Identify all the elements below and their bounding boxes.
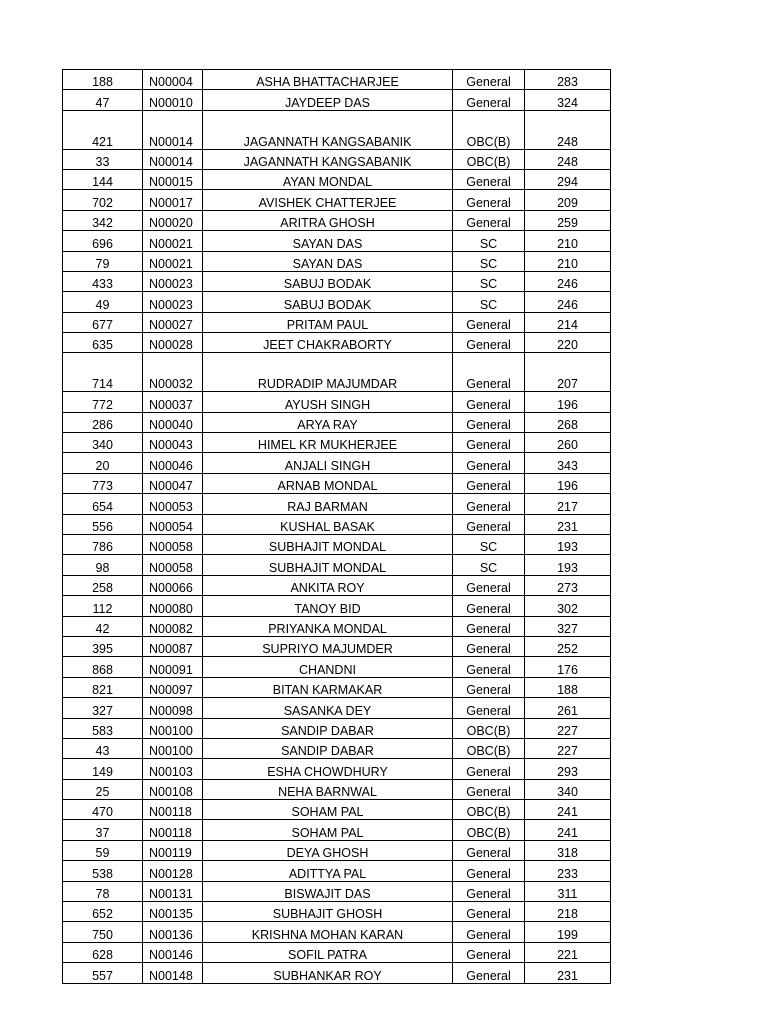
category-cell: General	[453, 922, 525, 942]
code-cell: N00146	[143, 942, 203, 962]
table-row	[63, 473, 611, 493]
name-cell: BISWAJIT DAS	[203, 881, 453, 901]
name-cell: JAGANNATH KANGSABANIK	[203, 149, 453, 169]
name-cell: SUPRIYO MAJUMDER	[203, 636, 453, 656]
table-row	[63, 902, 611, 922]
serial-cell: 821	[63, 677, 143, 697]
category-cell: General	[453, 881, 525, 901]
score-cell: 241	[525, 820, 611, 840]
table-row	[63, 271, 611, 291]
serial-cell: 112	[63, 596, 143, 616]
code-cell: N00091	[143, 657, 203, 677]
name-cell: SAYAN DAS	[203, 251, 453, 271]
name-cell: JAGANNATH KANGSABANIK	[203, 110, 453, 149]
name-cell: SUBHANKAR ROY	[203, 963, 453, 983]
serial-cell: 395	[63, 636, 143, 656]
name-cell: JAYDEEP DAS	[203, 90, 453, 110]
serial-cell: 144	[63, 169, 143, 189]
score-cell: 193	[525, 555, 611, 575]
serial-cell: 59	[63, 840, 143, 860]
serial-cell: 652	[63, 902, 143, 922]
category-cell: General	[453, 942, 525, 962]
code-cell: N00023	[143, 271, 203, 291]
name-cell: KUSHAL BASAK	[203, 514, 453, 534]
category-cell: General	[453, 473, 525, 493]
score-cell: 246	[525, 271, 611, 291]
code-cell: N00098	[143, 698, 203, 718]
table-row	[63, 210, 611, 230]
category-cell: General	[453, 861, 525, 881]
table-row	[63, 861, 611, 881]
score-cell: 227	[525, 738, 611, 758]
code-cell: N00037	[143, 392, 203, 412]
code-cell: N00021	[143, 251, 203, 271]
name-cell: AYUSH SINGH	[203, 392, 453, 412]
code-cell: N00100	[143, 738, 203, 758]
serial-cell: 43	[63, 738, 143, 758]
serial-cell: 47	[63, 90, 143, 110]
serial-cell: 33	[63, 149, 143, 169]
score-cell: 311	[525, 881, 611, 901]
category-cell: General	[453, 392, 525, 412]
serial-cell: 340	[63, 433, 143, 453]
score-cell: 246	[525, 292, 611, 312]
score-cell: 231	[525, 514, 611, 534]
category-cell: General	[453, 333, 525, 353]
code-cell: N00021	[143, 231, 203, 251]
table-row	[63, 169, 611, 189]
serial-cell: 42	[63, 616, 143, 636]
score-cell: 248	[525, 149, 611, 169]
code-cell: N00010	[143, 90, 203, 110]
table-row	[63, 312, 611, 332]
category-cell: General	[453, 90, 525, 110]
category-cell: General	[453, 353, 525, 392]
serial-cell: 188	[63, 70, 143, 90]
code-cell: N00004	[143, 70, 203, 90]
code-cell: N00027	[143, 312, 203, 332]
score-cell: 268	[525, 412, 611, 432]
score-cell: 231	[525, 963, 611, 983]
code-cell: N00097	[143, 677, 203, 697]
table-row	[63, 392, 611, 412]
name-cell: ARNAB MONDAL	[203, 473, 453, 493]
score-cell: 193	[525, 535, 611, 555]
code-cell: N00108	[143, 779, 203, 799]
code-cell: N00103	[143, 759, 203, 779]
table-row	[63, 412, 611, 432]
serial-cell: 628	[63, 942, 143, 962]
category-cell: SC	[453, 271, 525, 291]
name-cell: ADITTYA PAL	[203, 861, 453, 881]
table-body	[63, 70, 611, 984]
serial-cell: 421	[63, 110, 143, 149]
code-cell: N00087	[143, 636, 203, 656]
name-cell: HIMEL KR MUKHERJEE	[203, 433, 453, 453]
table-row	[63, 698, 611, 718]
table-row	[63, 963, 611, 983]
code-cell: N00082	[143, 616, 203, 636]
serial-cell: 258	[63, 575, 143, 595]
code-cell: N00014	[143, 149, 203, 169]
serial-cell: 557	[63, 963, 143, 983]
code-cell: N00028	[143, 333, 203, 353]
score-cell: 220	[525, 333, 611, 353]
category-cell: General	[453, 636, 525, 656]
serial-cell: 556	[63, 514, 143, 534]
category-cell: General	[453, 575, 525, 595]
score-cell: 340	[525, 779, 611, 799]
name-cell: ANKITA ROY	[203, 575, 453, 595]
serial-cell: 49	[63, 292, 143, 312]
merit-list-table	[62, 69, 611, 984]
category-cell: General	[453, 677, 525, 697]
name-cell: ANJALI SINGH	[203, 453, 453, 473]
code-cell: N00131	[143, 881, 203, 901]
score-cell: 210	[525, 231, 611, 251]
name-cell: NEHA BARNWAL	[203, 779, 453, 799]
score-cell: 293	[525, 759, 611, 779]
category-cell: General	[453, 210, 525, 230]
category-cell: General	[453, 963, 525, 983]
code-cell: N00040	[143, 412, 203, 432]
name-cell: CHANDNI	[203, 657, 453, 677]
score-cell: 214	[525, 312, 611, 332]
code-cell: N00148	[143, 963, 203, 983]
score-cell: 221	[525, 942, 611, 962]
name-cell: SOHAM PAL	[203, 820, 453, 840]
table-row	[63, 942, 611, 962]
serial-cell: 696	[63, 231, 143, 251]
serial-cell: 342	[63, 210, 143, 230]
table-row	[63, 555, 611, 575]
table-row	[63, 149, 611, 169]
category-cell: SC	[453, 535, 525, 555]
serial-cell: 702	[63, 190, 143, 210]
name-cell: ARYA RAY	[203, 412, 453, 432]
code-cell: N00047	[143, 473, 203, 493]
category-cell: General	[453, 433, 525, 453]
table-row	[63, 759, 611, 779]
name-cell: SABUJ BODAK	[203, 271, 453, 291]
score-cell: 233	[525, 861, 611, 881]
name-cell: SABUJ BODAK	[203, 292, 453, 312]
category-cell: General	[453, 494, 525, 514]
score-cell: 260	[525, 433, 611, 453]
score-cell: 273	[525, 575, 611, 595]
name-cell: SUBHAJIT MONDAL	[203, 555, 453, 575]
score-cell: 327	[525, 616, 611, 636]
category-cell: General	[453, 759, 525, 779]
category-cell: General	[453, 657, 525, 677]
table-row	[63, 677, 611, 697]
score-cell: 261	[525, 698, 611, 718]
score-cell: 196	[525, 392, 611, 412]
serial-cell: 773	[63, 473, 143, 493]
score-cell: 248	[525, 110, 611, 149]
code-cell: N00017	[143, 190, 203, 210]
score-cell: 283	[525, 70, 611, 90]
code-cell: N00118	[143, 800, 203, 820]
table-row	[63, 881, 611, 901]
name-cell: SOHAM PAL	[203, 800, 453, 820]
name-cell: TANOY BID	[203, 596, 453, 616]
score-cell: 217	[525, 494, 611, 514]
code-cell: N00053	[143, 494, 203, 514]
name-cell: ARITRA GHOSH	[203, 210, 453, 230]
serial-cell: 868	[63, 657, 143, 677]
category-cell: General	[453, 616, 525, 636]
name-cell: SUBHAJIT GHOSH	[203, 902, 453, 922]
table-row	[63, 800, 611, 820]
name-cell: ESHA CHOWDHURY	[203, 759, 453, 779]
category-cell: General	[453, 190, 525, 210]
category-cell: General	[453, 70, 525, 90]
name-cell: DEYA GHOSH	[203, 840, 453, 860]
category-cell: OBC(B)	[453, 738, 525, 758]
code-cell: N00023	[143, 292, 203, 312]
score-cell: 210	[525, 251, 611, 271]
category-cell: SC	[453, 251, 525, 271]
code-cell: N00136	[143, 922, 203, 942]
table-row	[63, 840, 611, 860]
table-row	[63, 251, 611, 271]
table-row	[63, 535, 611, 555]
score-cell: 218	[525, 902, 611, 922]
score-cell: 259	[525, 210, 611, 230]
category-cell: General	[453, 312, 525, 332]
serial-cell: 37	[63, 820, 143, 840]
name-cell: PRITAM PAUL	[203, 312, 453, 332]
score-cell: 318	[525, 840, 611, 860]
serial-cell: 677	[63, 312, 143, 332]
table-row	[63, 820, 611, 840]
code-cell: N00043	[143, 433, 203, 453]
serial-cell: 433	[63, 271, 143, 291]
code-cell: N00020	[143, 210, 203, 230]
code-cell: N00066	[143, 575, 203, 595]
code-cell: N00058	[143, 535, 203, 555]
category-cell: General	[453, 514, 525, 534]
serial-cell: 583	[63, 718, 143, 738]
name-cell: AYAN MONDAL	[203, 169, 453, 189]
serial-cell: 20	[63, 453, 143, 473]
code-cell: N00100	[143, 718, 203, 738]
name-cell: KRISHNA MOHAN KARAN	[203, 922, 453, 942]
name-cell: ASHA BHATTACHARJEE	[203, 70, 453, 90]
table-row	[63, 70, 611, 90]
code-cell: N00128	[143, 861, 203, 881]
category-cell: General	[453, 596, 525, 616]
score-cell: 227	[525, 718, 611, 738]
category-cell: OBC(B)	[453, 149, 525, 169]
code-cell: N00046	[143, 453, 203, 473]
table-row	[63, 90, 611, 110]
code-cell: N00080	[143, 596, 203, 616]
name-cell: RAJ BARMAN	[203, 494, 453, 514]
code-cell: N00015	[143, 169, 203, 189]
category-cell: General	[453, 453, 525, 473]
category-cell: OBC(B)	[453, 800, 525, 820]
category-cell: OBC(B)	[453, 718, 525, 738]
code-cell: N00135	[143, 902, 203, 922]
category-cell: OBC(B)	[453, 820, 525, 840]
name-cell: SASANKA DEY	[203, 698, 453, 718]
name-cell: SANDIP DABAR	[203, 718, 453, 738]
table-row	[63, 231, 611, 251]
category-cell: SC	[453, 555, 525, 575]
score-cell: 188	[525, 677, 611, 697]
table-row	[63, 596, 611, 616]
serial-cell: 79	[63, 251, 143, 271]
table-row	[63, 616, 611, 636]
table-row	[63, 453, 611, 473]
serial-cell: 654	[63, 494, 143, 514]
code-cell: N00058	[143, 555, 203, 575]
name-cell: PRIYANKA MONDAL	[203, 616, 453, 636]
table-row	[63, 575, 611, 595]
score-cell: 343	[525, 453, 611, 473]
score-cell: 294	[525, 169, 611, 189]
table-row	[63, 738, 611, 758]
table-row	[63, 110, 611, 149]
code-cell: N00014	[143, 110, 203, 149]
name-cell: SAYAN DAS	[203, 231, 453, 251]
score-cell: 302	[525, 596, 611, 616]
score-cell: 241	[525, 800, 611, 820]
name-cell: SOFIL PATRA	[203, 942, 453, 962]
table-row	[63, 657, 611, 677]
category-cell: General	[453, 779, 525, 799]
table-row	[63, 494, 611, 514]
table-row	[63, 353, 611, 392]
table-row	[63, 333, 611, 353]
category-cell: General	[453, 902, 525, 922]
category-cell: General	[453, 698, 525, 718]
score-cell: 207	[525, 353, 611, 392]
serial-cell: 635	[63, 333, 143, 353]
table-row	[63, 292, 611, 312]
name-cell: AVISHEK CHATTERJEE	[203, 190, 453, 210]
name-cell: RUDRADIP MAJUMDAR	[203, 353, 453, 392]
category-cell: SC	[453, 231, 525, 251]
code-cell: N00119	[143, 840, 203, 860]
serial-cell: 98	[63, 555, 143, 575]
table-row	[63, 636, 611, 656]
serial-cell: 327	[63, 698, 143, 718]
score-cell: 199	[525, 922, 611, 942]
code-cell: N00118	[143, 820, 203, 840]
serial-cell: 25	[63, 779, 143, 799]
serial-cell: 772	[63, 392, 143, 412]
category-cell: OBC(B)	[453, 110, 525, 149]
serial-cell: 750	[63, 922, 143, 942]
serial-cell: 470	[63, 800, 143, 820]
score-cell: 209	[525, 190, 611, 210]
category-cell: General	[453, 412, 525, 432]
score-cell: 176	[525, 657, 611, 677]
table-row	[63, 514, 611, 534]
name-cell: JEET CHAKRABORTY	[203, 333, 453, 353]
code-cell: N00032	[143, 353, 203, 392]
name-cell: SANDIP DABAR	[203, 738, 453, 758]
table-row	[63, 433, 611, 453]
name-cell: SUBHAJIT MONDAL	[203, 535, 453, 555]
serial-cell: 714	[63, 353, 143, 392]
serial-cell: 78	[63, 881, 143, 901]
table-row	[63, 779, 611, 799]
category-cell: SC	[453, 292, 525, 312]
table-row	[63, 190, 611, 210]
serial-cell: 149	[63, 759, 143, 779]
name-cell: BITAN KARMAKAR	[203, 677, 453, 697]
serial-cell: 286	[63, 412, 143, 432]
serial-cell: 538	[63, 861, 143, 881]
score-cell: 324	[525, 90, 611, 110]
score-cell: 196	[525, 473, 611, 493]
category-cell: General	[453, 169, 525, 189]
table-row	[63, 922, 611, 942]
table-row	[63, 718, 611, 738]
category-cell: General	[453, 840, 525, 860]
code-cell: N00054	[143, 514, 203, 534]
score-cell: 252	[525, 636, 611, 656]
serial-cell: 786	[63, 535, 143, 555]
